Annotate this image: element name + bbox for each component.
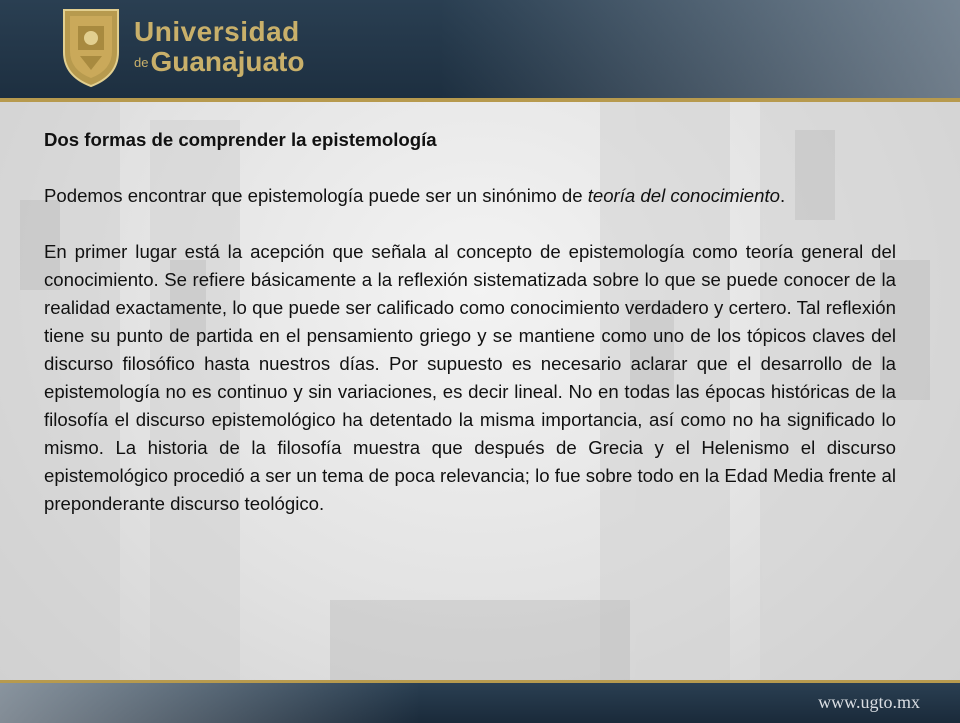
header-bar [0,0,960,102]
paragraph-1-emphasis: teoría del conocimiento [587,185,780,206]
paragraph-1-text: Podemos encontrar que epistemología puede ser un sinónimo de [44,185,588,206]
university-city [134,48,304,77]
paragraph-2: En primer lugar está la acepción que señala al concepto de epistemología como teoría general del conocimiento. Se refiere básicamente a la reflexión sistematizada sobre lo que se puede conocer de la realidad exactamente, lo que puede ser calificado como conocimiento verdadero y certero. Tal reflexión tiene su punto de partida en el pensamiento griego y se mantiene como uno de los tópicos claves del discurso filosófico hasta nuestros días. Por supuesto es necesario aclarar que el desarrollo de la epistemología no es continuo y sin variaciones, es decir lineal. No en todas las épocas históricas de la filosofía el discurso epistemológico ha detentado la misma importancia, así como no ha significado lo mismo. La historia de la filosofía muestra que después de Grecia y el Helenismo el discurso epistemológico procedió a ser un tema de poca relevancia; lo fue sobre todo en la Edad Media frente al preponderante discurso teológico. [44,241,896,514]
paragraph-1 [44,182,896,210]
slide-content [44,126,896,546]
slide-title: Dos formas de comprender la epistemología [44,129,437,150]
footer-fade [0,683,420,723]
paragraph-1-end: . [779,185,786,206]
website-url: www.ugto.mx [818,692,920,712]
header-fade [440,0,960,98]
footer-bar [0,680,960,723]
university-de: de [134,55,149,70]
university-name: Universidad [134,16,300,47]
university-crest-icon [58,6,124,88]
university-city-name: Guanajuato [150,46,305,77]
